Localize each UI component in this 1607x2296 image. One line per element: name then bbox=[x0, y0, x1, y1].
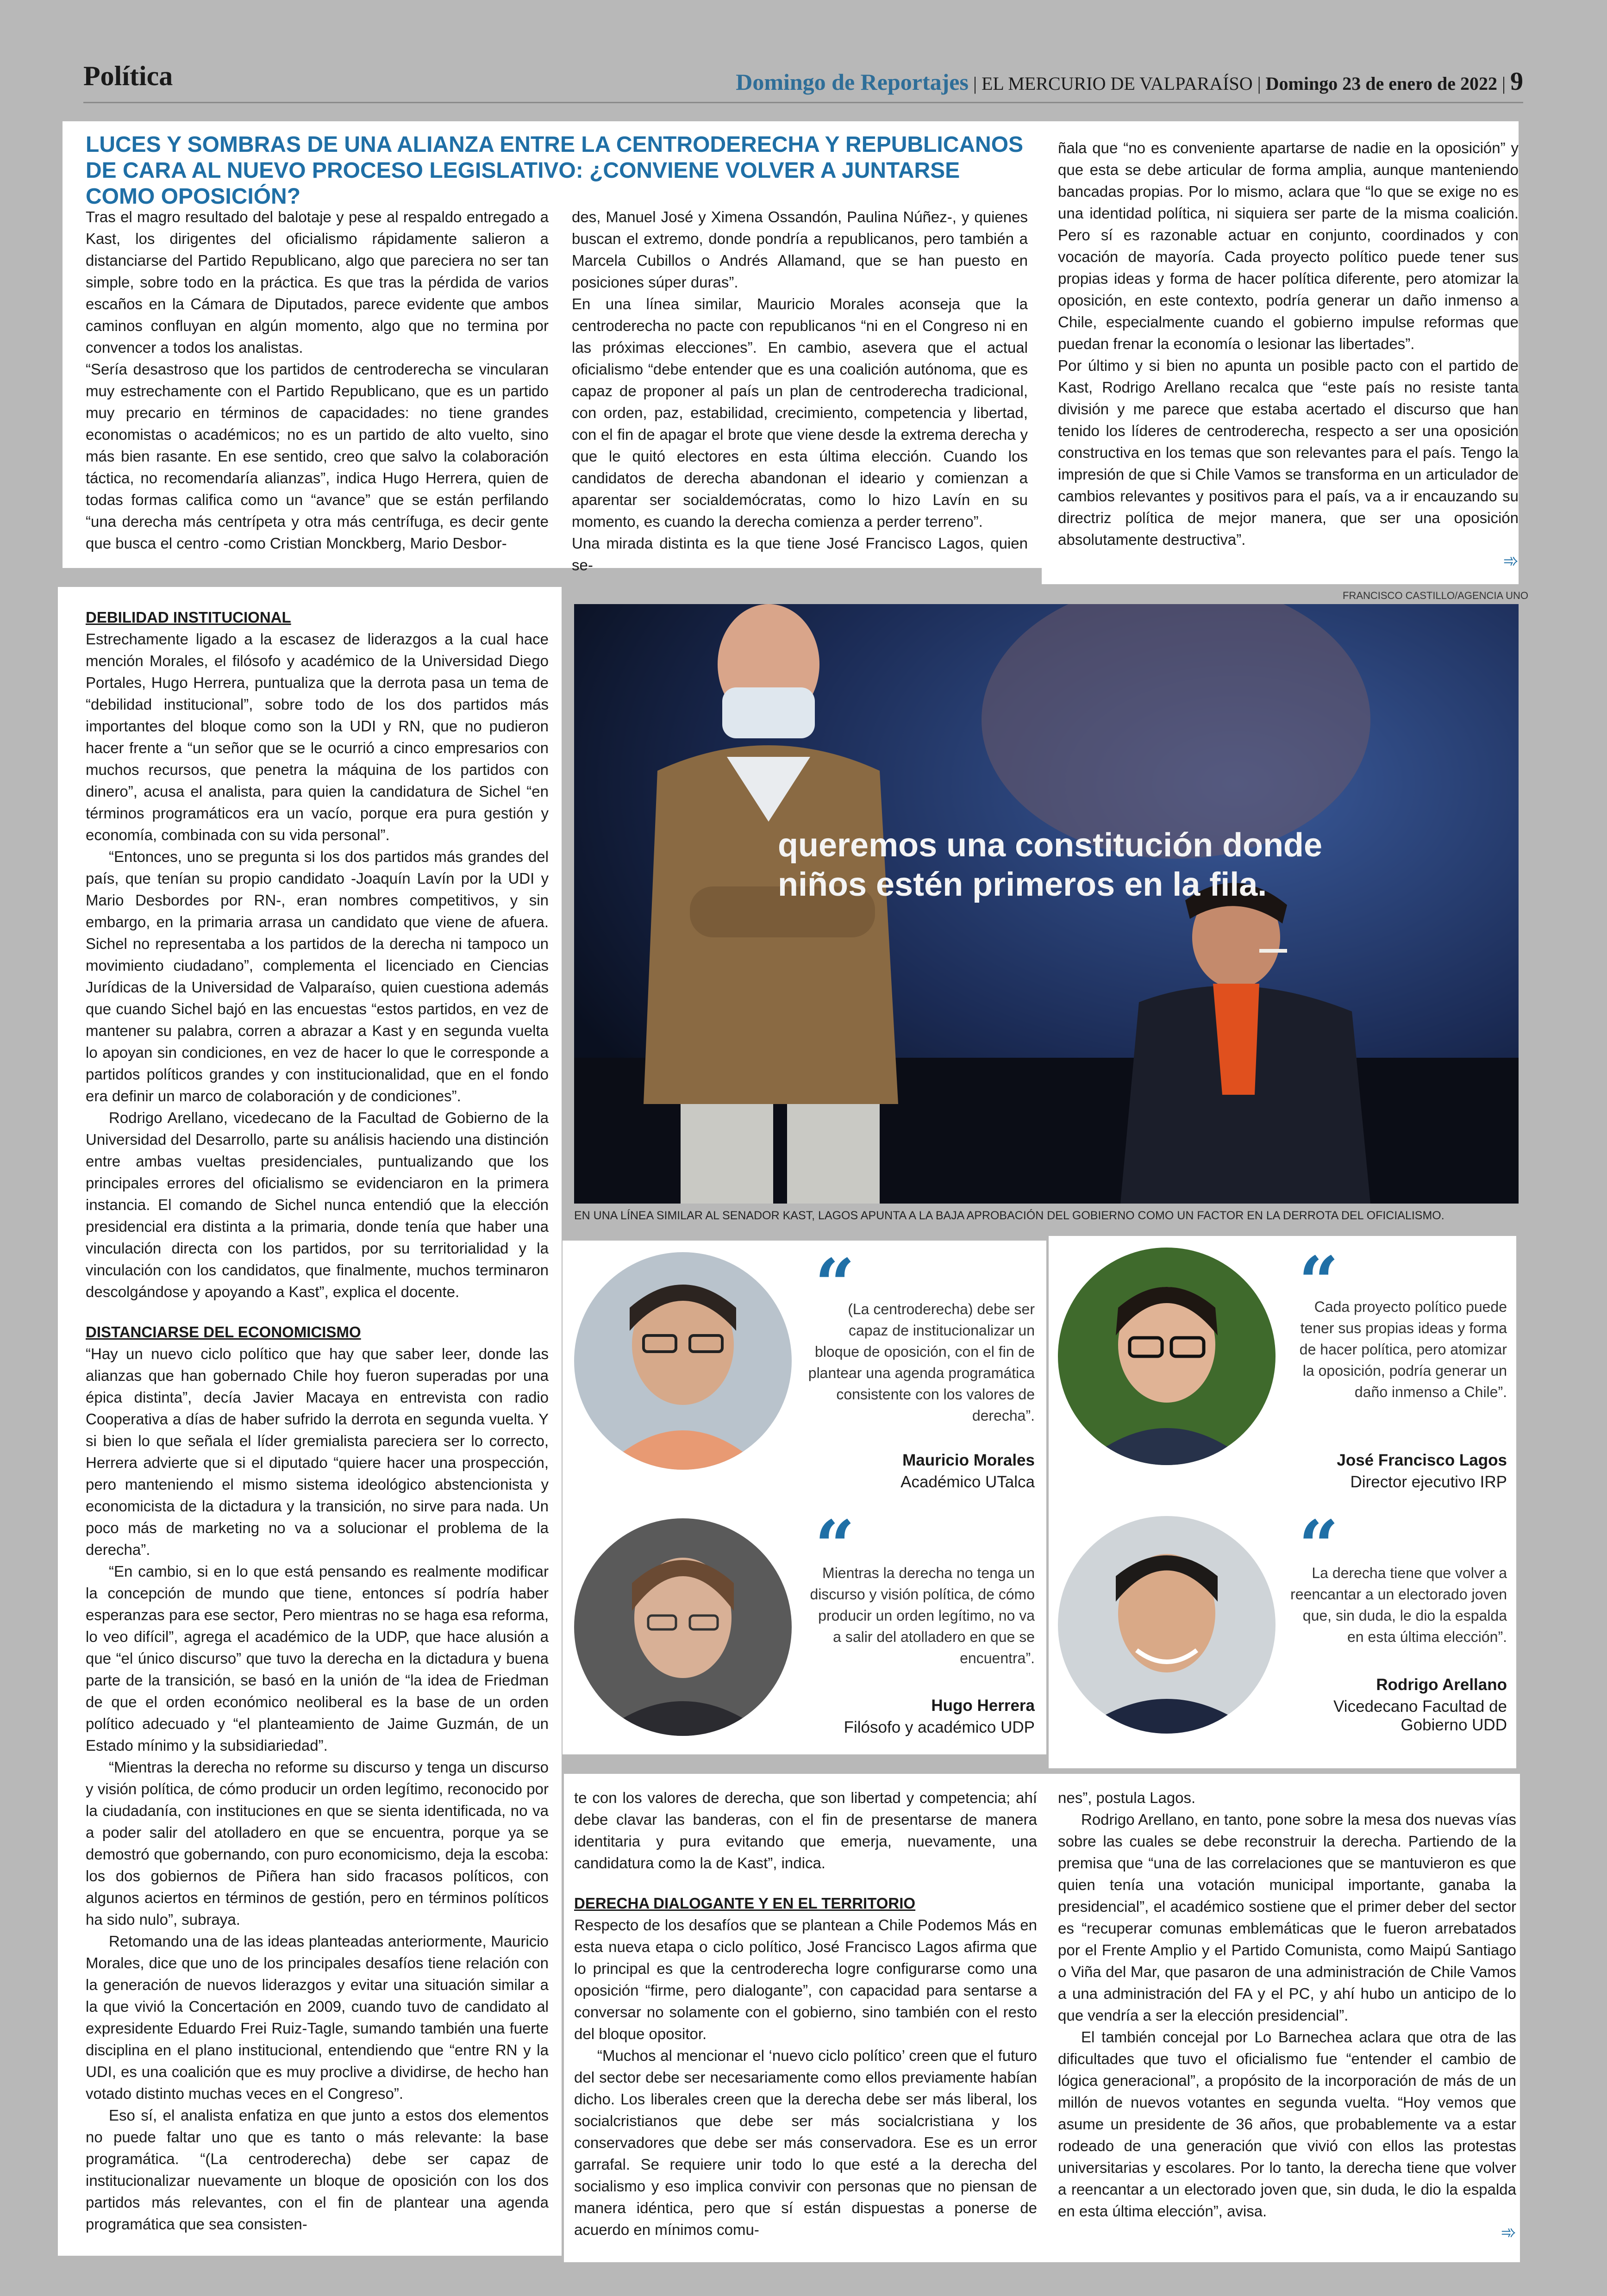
paragraph: “Mientras la derecha no reforme su discurso y tenga un discurso y visión política, de cómo producir un orden legítimo, reconocido por la ciudadanía, con instituciones en que se sienta identificada, no va a poder salir del atolladero en que se encuentra, porque ya se demostró que gobernando, con puro economicismo, deja la escoba: los dos gobiernos de Piñera han sido fracasos políticos, con algunos aciertos en términos de gestión, pero en términos políticos ha sido nulo”, subraya. bbox=[86, 1759, 549, 1928]
headline: LUCES Y SOMBRAS DE UNA ALIANZA ENTRE LA CENTRODERECHA Y REPUBLICANOS DE CARA AL NUEVO PROCESO LEGISLATIVO: ¿CONVIENE VOLVER A JUNTARSE COMO OPOSICIÓN? bbox=[86, 132, 1024, 209]
paragraph: “En cambio, si en lo que está pensando es realmente modificar la concepción de mundo que tiene, entonces sí podría haber esperanzas para ese sector, Pero mientras no se haga esa reforma, lo veo difícil”, agrega el académico de la UDP, que hace alusión a que “el único discurso” que tuvo la derecha en la dictadura y buena parte de la transición, se basó en la unión de “la idea de Friedman de que el orden económico neoliberal es la base de un orden político adecuado y “el planteamiento de Jaime Guzmán, de un Estado mínimo y la subsidiariedad”. bbox=[86, 1563, 549, 1754]
paragraph: Por último y si bien no apunta un posible pacto con el partido de Kast, Rodrigo Arellano recalca que “este país no resiste tanta división y me parece que estaba acertado el discurso que han tenido los líderes de centroderecha, respecto a ser una oposición constructiva en los temas que son relevantes para el país. Tengo la impresión de que si Chile Vamos se transforma en un articulador de cambios relevantes y positivos para el país, va a ir encauzando su directriz política de mejor manera, que ser una oposición absolutamente destructiva”. bbox=[1058, 357, 1519, 548]
paragraph: des, Manuel José y Ximena Ossandón, Paulina Núñez-, y quienes buscan el extremo, donde pondría a republicanos, pero también a Marcela Cubillos o Andrés Allamand, que se han puesto en posiciones súper duras”. bbox=[572, 208, 1028, 291]
end-arrow-icon: ➾ bbox=[1501, 2222, 1516, 2243]
screen-text-line-2: niños estén primeros en la fila. bbox=[778, 866, 1267, 903]
paragraph: te con los valores de derecha, que son libertad y competencia; ahí debe clavar las banderas, con el fin de presentarse de manera identitaria y pura evitando que emerja, nuevamente, una candidatura como la de Kast”, indica. bbox=[574, 1789, 1037, 1872]
paragraph: Respecto de los desafíos que se plantean a Chile Podemos Más en esta nueva etapa o ciclo político, José Francisco Lagos afirma que lo principal es que la centroderecha logre configurarse como una oposición “firme, pero dialogante”, con capacidad para sentarse a conversar no solamente con el gobierno, sino también con el resto del bloque opositor. bbox=[574, 1916, 1037, 2042]
photo-illustration bbox=[574, 604, 1519, 1204]
bottom-col-right bbox=[1058, 1787, 1516, 2244]
paragraph: El también concejal por Lo Barnechea aclara que otra de las dificultades que tuvo el oficialismo fue “entender el cambio de lógica generacional”, a propósito de la incorporación de más de un millón de nuevos votantes en segunda vuelta. “Hoy vemos que asume un presidente de 36 años, que probablemente va a estar rodeado de una generación que vivió con ellos las protestas universitarias y escolares. Por lo tanto, la derecha tiene que volver a reencantar a un electorado joven que, sin duda, le dio la espalda en esta última elección”, avisa. bbox=[1058, 2028, 1516, 2220]
quote-author-name: Mauricio Morales bbox=[902, 1451, 1035, 1469]
paragraph: Tras el magro resultado del balotaje y pese al respaldo entregado a Kast, los dirigentes del oficialismo rápidamente salieron a distanciarse del Partido Republicano, algo que pareciera no ser tan simple, sobre todo en la práctica. Es que tras la pérdida de varios escaños en la Cámara de Diputados, parece evidente que ambos caminos confluyan en algún momento, algo que no termina por convencer a todos los analistas. bbox=[86, 208, 549, 356]
paragraph: ñala que “no es conveniente apartarse de nadie en la oposición” y que esta se debe articular de forma amplia, aunque manteniendo bancadas propias. Por lo mismo, aclara que “lo que se exige no es una identidad política, ni siquiera ser parte de la misma coalición. Pero sí es razonable actuar en conjunto, coordinados y con vocación de mayoría. Cada proyecto político puede tener sus propias ideas y forma de hacer política diferente, pero atomizar la oposición, en este contexto, podría generar un daño inmenso a Chile, especialmente cuando el gobierno impulse reformas que puedan frenar la economía o lesionar las libertades”. bbox=[1058, 139, 1519, 352]
screen-text-line-1: queremos una constitución donde bbox=[778, 827, 1323, 864]
quote-text: Cada proyecto político puede tener sus propias ideas y forma de hacer política, pero atomizar la oposición, podría generar un daño inmenso a Chile”. bbox=[1299, 1298, 1507, 1400]
quote-author-role: Académico UTalca bbox=[900, 1473, 1035, 1491]
quote-author-role: Director ejecutivo IRP bbox=[1350, 1473, 1507, 1491]
quote-mark-icon: “ bbox=[815, 1505, 855, 1587]
top-col-1 bbox=[86, 206, 549, 554]
section-title: Política bbox=[83, 61, 173, 91]
quote-mark-icon: “ bbox=[1299, 1505, 1339, 1587]
avatar-hugo-herrera bbox=[574, 1518, 792, 1736]
quote-text: La derecha tiene que volver a reencantar a un electorado joven que, sin duda, le dio la espalda en esta última elección”. bbox=[1290, 1565, 1507, 1645]
quote-author-role: Vicedecano Facultad de Gobierno UDD bbox=[1333, 1697, 1507, 1734]
quote-author-name: Rodrigo Arellano bbox=[1376, 1676, 1507, 1694]
top-col-3 bbox=[1058, 137, 1519, 573]
photo-caption: EN UNA LÍNEA SIMILAR AL SENADOR KAST, LAGOS APUNTA A LA BAJA APROBACIÓN DEL GOBIERNO COMO UN FACTOR EN LA DERROTA DEL OFICIALISMO. bbox=[574, 1209, 1444, 1222]
continue-arrow-icon: ➾ bbox=[1503, 551, 1519, 571]
subheading: DERECHA DIALOGANTE Y EN EL TERRITORIO bbox=[574, 1895, 916, 1912]
paragraph: Estrechamente ligado a la escasez de liderazgos a la cual hace mención Morales, el filósofo y académico de la Universidad Diego Portales, Hugo Herrera, puntualiza que la derrota pasa un tema de “debilidad institucional”, sobre todo de los dos partidos más importantes del bloque como son la UDI y RN, que no pudieron hacer frente a “un señor que se le ocurrió a cinco empresarios con muchos recursos, que penetra la máquina de los partidos con dinero”, acusa el analista, para quien la candidatura de Sichel “en términos programáticos era un vacío, porque era pura gestión y economía, combinada con su vida personal”. bbox=[86, 630, 549, 843]
quote-author-role: Filósofo y académico UDP bbox=[844, 1718, 1035, 1736]
issue-date: Domingo 23 de enero de 2022 bbox=[1265, 73, 1497, 94]
left-column bbox=[86, 606, 549, 2235]
quote-author-name: José Francisco Lagos bbox=[1337, 1451, 1507, 1469]
paragraph: “Entonces, uno se pregunta si los dos partidos más grandes del país, que tenían su propio candidato -Joaquín Lavín por la UDI y Mario Desbordes por RN-, eran nombres competitivos, y sin embargo, en la primaria arrasa un candidato que viene de afuera. Sichel no representaba a los partidos de la derecha ni tampoco un movimiento ciudadano”, complementa el licenciado en Ciencias Jurídicas de la Universidad de Valparaíso, quien cuestiona además que cuando Sichel bajó en las encuestas “estos partidos, en vez de mantener su palabra, corren a abrazar a Kast y en segunda vuelta lo apoyan sin condiciones, en vez de hacer lo que le corresponde a partidos políticos grandes y con institucionalidad, que en el fondo era definir un marco de colaboración y de condiciones”. bbox=[86, 848, 549, 1104]
paragraph: Rodrigo Arellano, en tanto, pone sobre la mesa dos nuevas vías sobre las cuales se debe reconstruir la derecha. Partiendo de la premisa que “una de las correlaciones que se mantuvieron es que quien tenía una votación municipal importante, ganaba la presidencial”, el académico sostiene que el primer deber del sector es “recuperar comunas emblemáticas que le fueron arrebatados por el Frente Amplio y el Partido Comunista, como Maipú Santiago o Viña del Mar, que pasaron de una administración de Chile Vamos a una administración del FA y el PC, y ahí hubo un anticipo de lo que vendría a ser la elección presidencial”. bbox=[1058, 1811, 1516, 2024]
quote-text: Mientras la derecha no tenga un discurso y visión política, de cómo producir un orden legítimo, no va a salir del atolladero en que se encuentra”. bbox=[810, 1565, 1035, 1666]
quote-text: (La centroderecha) debe ser capaz de institucionalizar un bloque de oposición, con el fin de plantear una agenda programática consistente con los valores de derecha”. bbox=[808, 1301, 1035, 1424]
paragraph: Eso sí, el analista enfatiza en que junto a estos dos elementos no puede faltar uno que es tanto o más relevante: la base programática. “(La centroderecha) debe ser capaz de institucionalizar nuevamente un bloque de oposición con los dos partidos más relevantes, con el fin de plantear una agenda programática que sea consisten- bbox=[86, 2107, 549, 2233]
main-photo bbox=[574, 604, 1519, 1204]
top-col-2 bbox=[572, 206, 1028, 576]
bottom-col-mid bbox=[574, 1787, 1037, 2240]
subheading: DEBILIDAD INSTITUCIONAL bbox=[86, 609, 291, 626]
page-header bbox=[83, 60, 1523, 103]
avatar-jose-francisco-lagos bbox=[1058, 1248, 1276, 1465]
header-masthead: Domingo de Reportajes | EL MERCURIO DE VALPARAÍSO | Domingo 23 de enero de 2022 | 9 bbox=[736, 67, 1523, 96]
avatar-rodrigo-arellano bbox=[1058, 1516, 1276, 1734]
photo-credit: FRANCISCO CASTILLO/AGENCIA UNO bbox=[1343, 590, 1528, 601]
paragraph: “Sería desastroso que los partidos de centroderecha se vincularan muy estrechamente con el Partido Republicano, que es un partido muy precario en términos de capacidades: no tiene grandes economistas o académicos; no es un partido de alto vuelto, sino más bien rasante. En ese sentido, creo que salvo la colaboración táctica, no recomendaría alianzas”, indica Hugo Herrera, quien de todas formas califica como un “avance” que se están perfilando “una derecha más centrípeta y otra más centrífuga, es decir gente que busca el centro -como Cristian Monckberg, Mario Desbor- bbox=[86, 361, 549, 552]
paragraph: “Hay un nuevo ciclo político que hay que saber leer, donde las alianzas que han gobernado Chile hoy fueron superadas por una épica distinta”, decía Javier Macaya en entrevista con radio Cooperativa a días de haber sufrido la derrota en segunda vuelta. Y si bien lo que señala el líder gremialista pareciera ser lo correcto, Herrera advierte que si el diputado “quiere hacer una prospección, pero manteniendo el mismo sistema ideológico abstencionista y economicista de la dictadura y la transición, no sirve para nada. Un poco más de marketing no va a solucionar el problema de la derecha”. bbox=[86, 1345, 549, 1558]
quote-mark-icon: “ bbox=[1299, 1242, 1339, 1323]
quote-author-name: Hugo Herrera bbox=[931, 1697, 1035, 1715]
paragraph: nes”, postula Lagos. bbox=[1058, 1789, 1196, 1806]
paragraph: Una mirada distinta es la que tiene José Francisco Lagos, quien se- bbox=[572, 535, 1028, 574]
quote-mark-icon: “ bbox=[815, 1244, 855, 1325]
paragraph: En una línea similar, Mauricio Morales aconseja que la centroderecha no pacte con republicanos “ni en el Congreso ni en las próximas elecciones”. En cambio, asevera que el actual oficialismo “debe entender que es una coalición autónoma, que es capaz de proponer al país un plan de centroderecha tradicional, con orden, paz, estabilidad, crecimiento, competencia y libertad, con el fin de apagar el brote que viene desde la extrema derecha y que le quitó electores en esta última elección. Cuando los candidatos de derecha abandonan el ideario y comienzan a aparentar ser socialdemócratas, como lo hizo Lavín en su momento, es cuando la derecha comienza a perder terreno”. bbox=[572, 295, 1028, 530]
paragraph: Retomando una de las ideas planteadas anteriormente, Mauricio Morales, dice que uno de los principales desafíos tiene relación con la generación de nuevos liderazgos y evitar una situación similar a la que vivió la Concertación en 2009, cuando tuvo de candidato al expresidente Eduardo Frei Ruiz-Tagle, sumando también una fuerte disciplina en el plano institucional, entendiendo que “entre RN y la UDI, es una coalición que es muy proclive a dividirse, de hecho han votado distinto muchas veces en el Congreso”. bbox=[86, 1933, 549, 2102]
paper-name: EL MERCURIO DE VALPARAÍSO bbox=[981, 73, 1253, 94]
subheading: DISTANCIARSE DEL ECONOMICISMO bbox=[86, 1323, 361, 1341]
avatar-mauricio-morales bbox=[574, 1252, 792, 1470]
paragraph: “Muchos al mencionar el ‘nuevo ciclo político’ creen que el futuro del sector debe ser necesariamente como ellos previamente habían dicho. Los liberales creen que la derecha debe ser más liberal, los socialcristianos que debe ser más socialcristiana y los conservadores que debe ser más conservadora. Ese es un error garrafal. Se requiere unir todo lo que esté a la derecha del socialismo y eso implica convivir con personas que no piensan de manera idéntica, pero que sí están dispuestas a ponerse de acuerdo en mínimos comu- bbox=[574, 2047, 1037, 2238]
paragraph: Rodrigo Arellano, vicedecano de la Facultad de Gobierno de la Universidad del Desarrollo, parte su análisis haciendo una distinción entre ambas vueltas presidenciales, puntualizando que los principales errores del oficialismo se evidenciaron en la primera instancia. El comando de Sichel nunca entendió que la elección presidencial era distinta a la primaria, donde tenía que haber una vinculación directa con los partidos, por su territorialidad y la vinculación con los candidatos, que finalmente, muchos terminaron descolgándose y apoyando a Kast”, explica el docente. bbox=[86, 1109, 549, 1300]
brand-name: Domingo de Reportajes bbox=[736, 69, 969, 95]
page-number: 9 bbox=[1510, 67, 1523, 96]
